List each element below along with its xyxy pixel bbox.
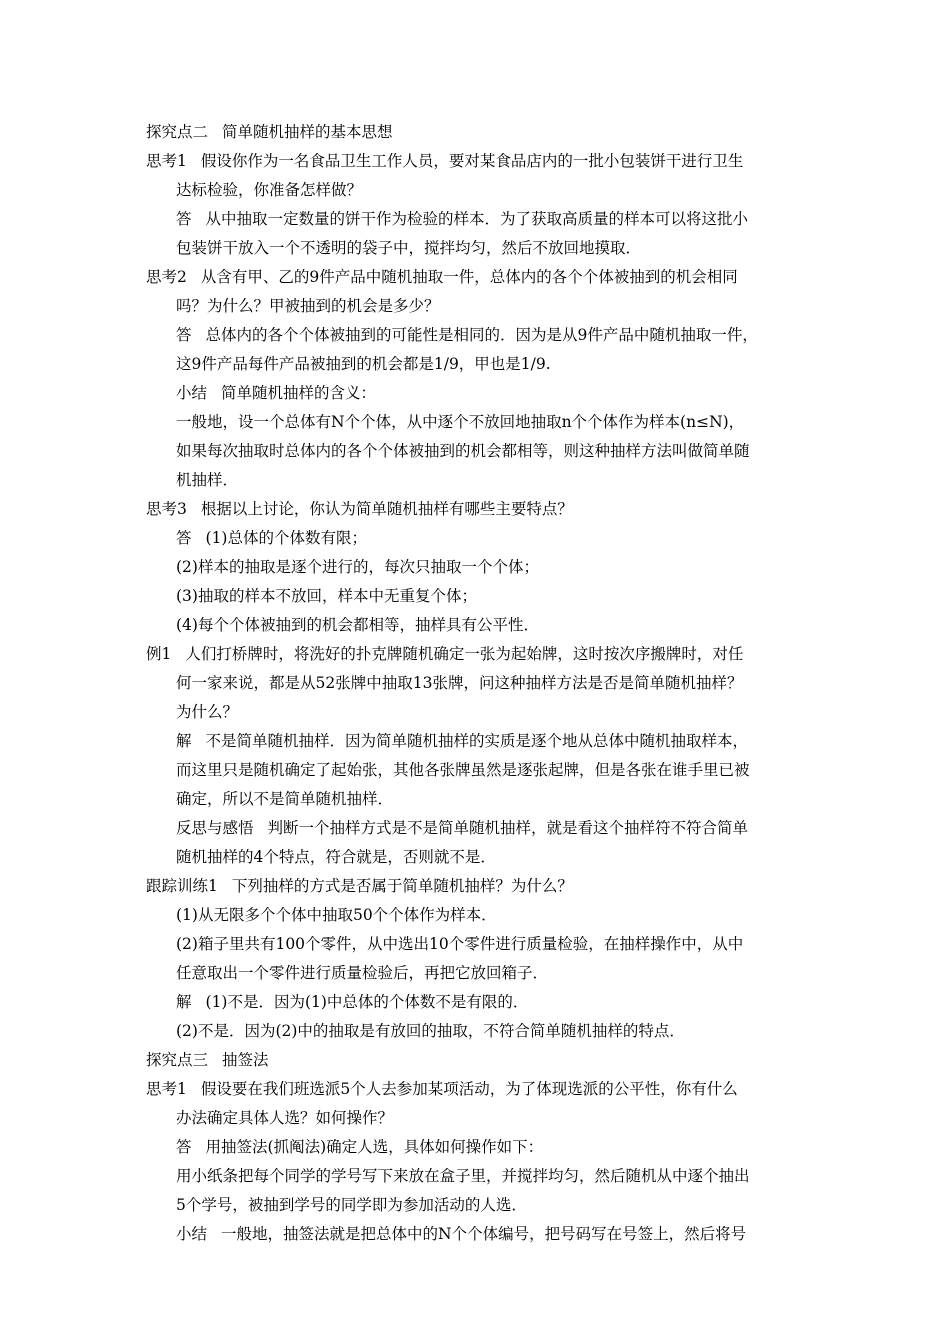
text-line: 这9件产品每件产品被抽到的机会都是1/9，甲也是1/9. (176, 355, 551, 373)
text-line: 任意取出一个零件进行质量检验后，再把它放回箱子． (176, 964, 549, 982)
example-line: 例1 人们打桥牌时，将洗好的扑克牌随机确定一张为起始牌，这时按次序搬牌时，对任 (146, 645, 744, 663)
text-line: 确定，所以不是简单随机抽样． (176, 790, 394, 808)
text-line: 如果每次抽取时总体内的各个个体被抽到的机会都相等，则这种抽样方法叫做简单随 (176, 442, 750, 460)
text-line: (4)每个个体被抽到的机会都相等，抽样具有公平性． (176, 616, 539, 634)
text-line: (2)不是．因为(2)中的抽取是有放回的抽取，不符合简单随机抽样的特点． (176, 1022, 685, 1040)
text-line: 办法确定具体人选？如何操作？ (176, 1109, 394, 1127)
text-line: 吗？为什么？甲被抽到的机会是多少？ (176, 297, 440, 315)
text-line: 5个学号，被抽到学号的同学即为参加活动的人选． (176, 1196, 527, 1214)
text-line: 达标检验，你准备怎样做？ (176, 181, 363, 199)
text-line: 随机抽样的4个特点，符合就是，否则就不是． (176, 848, 496, 866)
reflection-line: 反思与感悟 判断一个抽样方式是不是简单随机抽样，就是看这个抽样符不符合简单 (176, 819, 749, 837)
text-line: 为什么？ (176, 703, 239, 721)
text-line: (3)抽取的样本不放回，样本中无重复个体； (176, 587, 477, 605)
answer-line: 答 总体内的各个个体被抽到的可能性是相同的．因为是从9件产品中随机抽取一件， (176, 326, 758, 344)
document-body (146, 118, 816, 1249)
solution-line: 解 (1)不是．因为(1)中总体的个体数不是有限的． (176, 993, 529, 1011)
text-line: 包装饼干放入一个不透明的袋子中，搅拌均匀，然后不放回地摸取． (176, 239, 642, 257)
text-line: 用小纸条把每个同学的学号写下来放在盒子里，并搅拌均匀，然后随机从中逐个抽出 (176, 1167, 750, 1185)
question-line: 思考3 根据以上讨论，你认为简单随机抽样有哪些主要特点？ (146, 500, 573, 518)
text-line: 何一家来说，都是从52张牌中抽取13张牌，问这种抽样方法是否是简单随机抽样？ (176, 674, 743, 692)
answer-line: 答 (1)总体的个体数有限； (176, 529, 367, 547)
summary-line: 小结 简单随机抽样的含义： (176, 384, 377, 402)
section-heading: 探究点三 抽签法 (146, 1051, 269, 1069)
text-line: (1)从无限多个个体中抽取50个个体作为样本． (176, 906, 497, 924)
text-line: 机抽样． (176, 471, 239, 489)
text-line: 一般地，设一个总体有N个个体，从中逐个不放回地抽取n个个体作为样本(n≤N)， (176, 413, 745, 431)
question-line: 思考1 假设要在我们班选派5个人去参加某项活动，为了体现选派的公平性，你有什么 (146, 1080, 738, 1098)
question-line: 思考1 假设你作为一名食品卫生工作人员，要对某食品店内的一批小包装饼干进行卫生 (146, 152, 744, 170)
text-line: 而这里只是随机确定了起始张，其他各张牌虽然是逐张起牌，但是各张在谁手里已被 (176, 761, 750, 779)
exercise-line: 跟踪训练1 下列抽样的方式是否属于简单随机抽样？为什么？ (146, 877, 573, 895)
section-heading: 探究点二 简单随机抽样的基本思想 (146, 123, 393, 141)
summary-line: 小结 一般地，抽签法就是把总体中的N个个体编号，把号码写在号签上，然后将号 (176, 1225, 747, 1243)
answer-line: 答 用抽签法(抓阄法)确定人选，具体如何操作如下： (176, 1138, 544, 1156)
text-line: (2)箱子里共有100个零件，从中选出10个零件进行质量检验，在抽样操作中，从中 (176, 935, 744, 953)
answer-line: 答 从中抽取一定数量的饼干作为检验的样本．为了获取高质量的样本可以将这批小 (176, 210, 749, 228)
question-line: 思考2 从含有甲、乙的9件产品中随机抽取一件，总体内的各个个体被抽到的机会相同 (146, 268, 738, 286)
text-line: (2)样本的抽取是逐个进行的，每次只抽取一个个体； (176, 558, 539, 576)
solution-line: 解 不是简单随机抽样．因为简单随机抽样的实质是逐个地从总体中随机抽取样本， (176, 732, 749, 750)
